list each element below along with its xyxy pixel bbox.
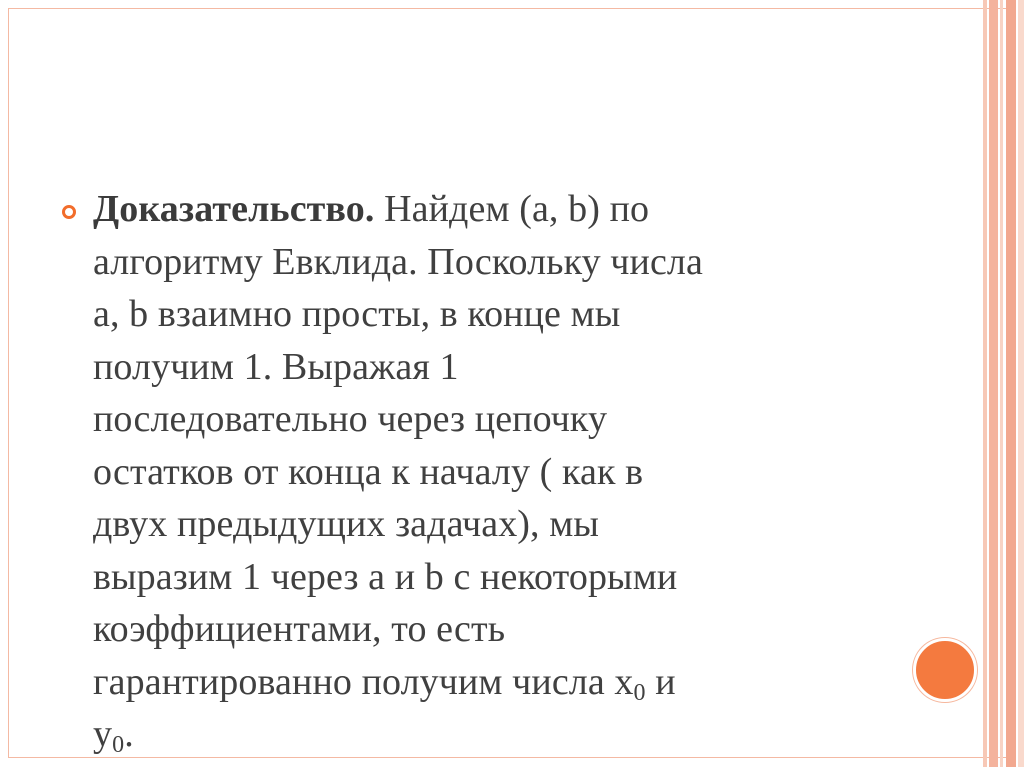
orange-circle-icon (913, 638, 977, 702)
subscript-y: 0 (112, 732, 125, 758)
decor-stripe (1006, 0, 1016, 767)
text-line: выразим 1 через a и b с некоторыми (93, 555, 678, 598)
text-line: последовательно через цепочку (93, 398, 608, 440)
text-line: остатков от конца к началу ( как в (93, 450, 644, 493)
proof-lead: Доказательство. (93, 188, 375, 230)
text-line: коэффициентами, то есть (93, 608, 506, 650)
subscript-x: 0 (633, 679, 646, 706)
slide-content (62, 183, 882, 761)
text-line: Найдем (a, b) по (374, 188, 650, 230)
text-line: двух предыдущих задачах), мы (93, 503, 600, 545)
decor-stripe (983, 0, 987, 767)
text-line: a, b взаимно просты, в конце мы (93, 293, 621, 335)
ring-bullet-icon (62, 205, 76, 219)
bullet-paragraph (62, 183, 882, 761)
decor-stripe (989, 0, 998, 767)
text-line: y (93, 713, 113, 755)
text-line: . (124, 713, 134, 755)
decor-stripe (1018, 0, 1024, 767)
text-line: и (645, 660, 676, 703)
text-line: алгоритму Евклида. Поскольку числа (93, 240, 703, 283)
text-line: гарантированно получим числа x (93, 660, 634, 703)
text-line: получим 1. Выражая 1 (93, 345, 459, 388)
proof-text (93, 183, 882, 761)
decor-stripe (1000, 0, 1003, 767)
